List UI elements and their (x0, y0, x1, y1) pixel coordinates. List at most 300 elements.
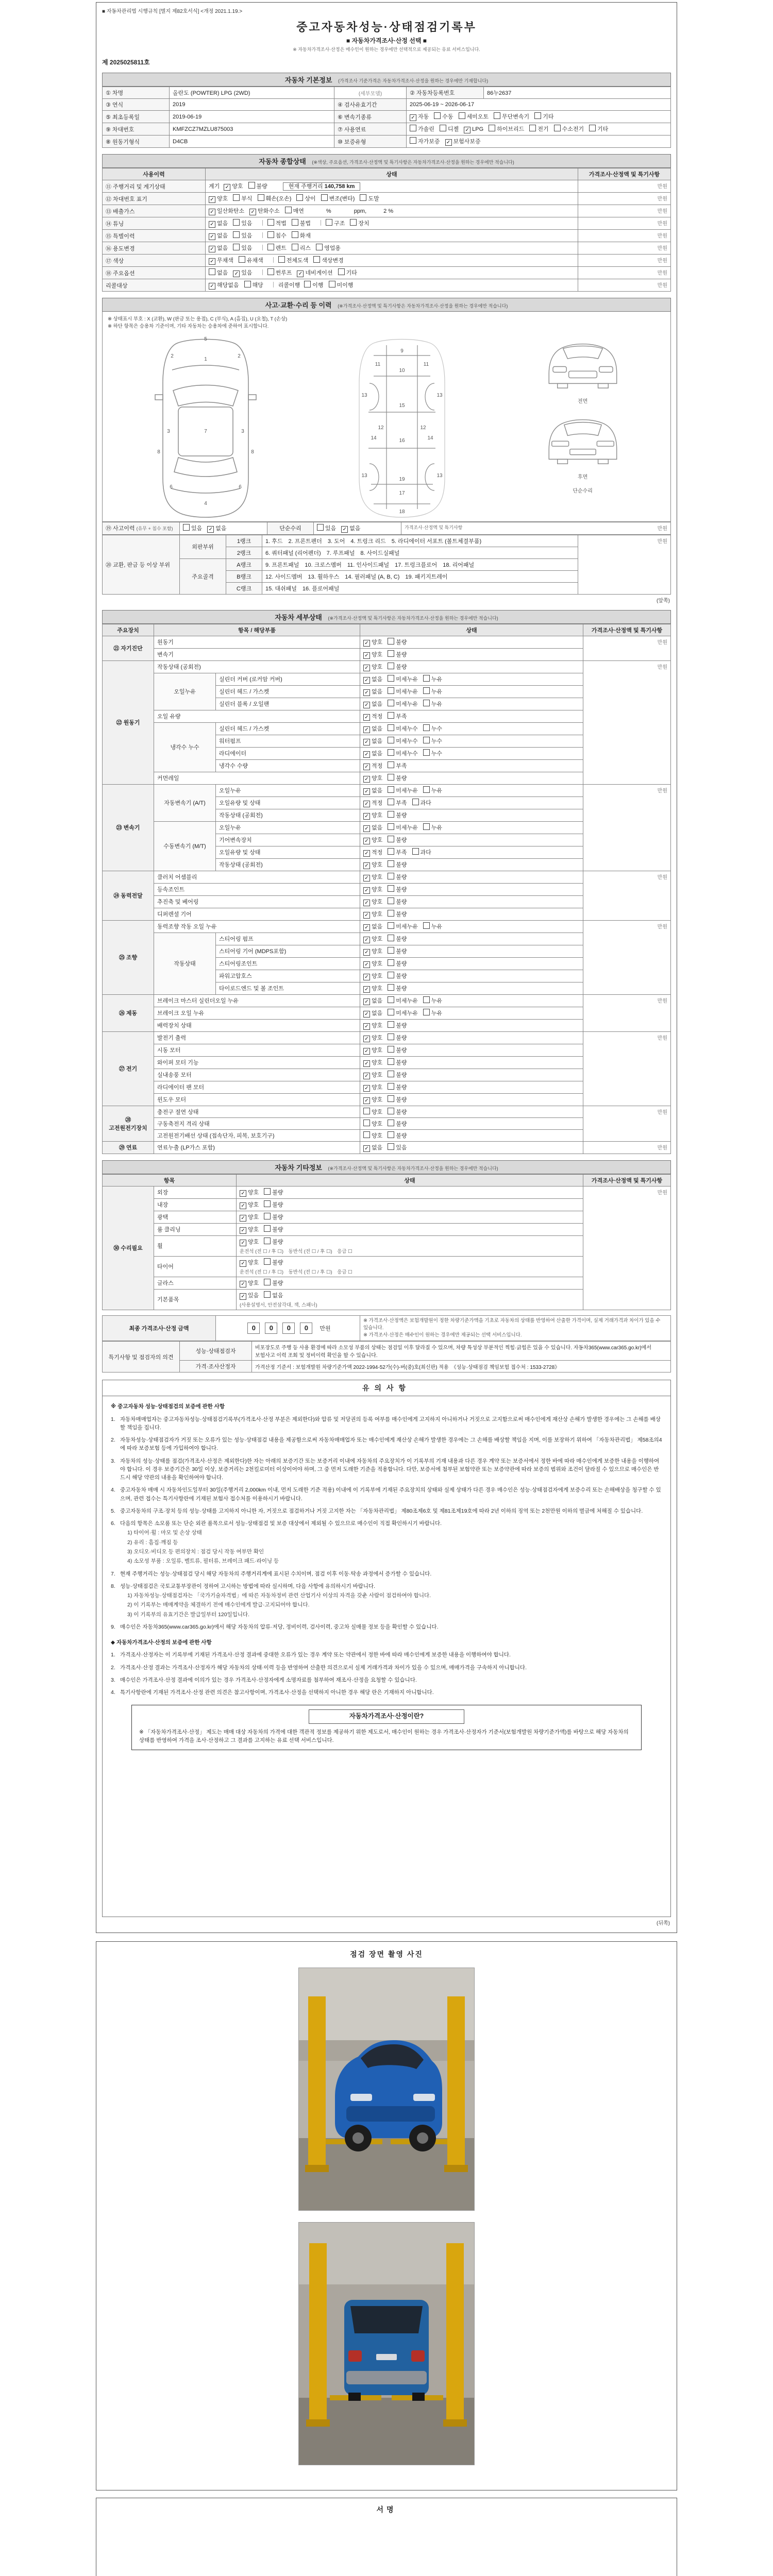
checkbox-option: 전체도색 (278, 256, 309, 264)
svg-text:8: 8 (157, 449, 161, 455)
checkbox-option: 유채색 (239, 256, 263, 264)
table-row: 오일유량 및 상태 ✓ 적정 부족 과다 (103, 796, 671, 809)
table-row (103, 123, 671, 135)
checkbox-option: ✓ 양호 (363, 1058, 382, 1067)
table-row: 시동 모터 ✓ 양호 불량 (103, 1044, 671, 1056)
checkbox-option: ✓ 자동 (410, 112, 429, 121)
final-price-digits (245, 1326, 315, 1332)
table-row: 라디에이터 팬 모터 ✓ 양호 불량 (103, 1081, 671, 1093)
table-row: 브레이크 오일 누유 ✓ 없음 미세누유 누유 (103, 1007, 671, 1019)
svg-text:9: 9 (400, 348, 404, 354)
section-other-info-note: (※가격조사·산정액 및 특기사항은 자동차가격조사·산정을 원하는 경우에만 적습니다) (328, 1165, 498, 1171)
checkbox-option: 불량 (388, 860, 407, 869)
col-price: 가격조사·산정액 및 특기사항 (578, 168, 671, 180)
checkbox-icon: ✓ (240, 1281, 246, 1287)
section-accident-history (102, 298, 671, 312)
checkbox-icon (285, 207, 292, 213)
checkbox-icon (317, 524, 324, 531)
checkbox-icon (388, 737, 394, 743)
table-row: 내장 ✓ 양호 불량 (103, 1198, 671, 1211)
table-row (103, 1361, 671, 1372)
vin-label: ⑨ 차대번호 (103, 123, 170, 135)
checkbox-option: 도말 (360, 194, 379, 202)
checkbox-icon (363, 1131, 370, 1138)
checkbox-option: 미세누유 (388, 675, 418, 683)
checkbox-option: 불량 (388, 972, 407, 980)
checkbox-option: 기타 (338, 268, 357, 277)
col-state: 상태 (360, 624, 583, 636)
col-device: 주요장치 (103, 624, 154, 636)
checkbox-option: ✓ 양호 (363, 860, 382, 869)
checkbox-option: 있음 (233, 231, 252, 240)
svg-text:7: 7 (204, 428, 208, 434)
checkbox-option: 불량 (388, 638, 407, 646)
checkbox-icon (388, 935, 394, 941)
checkbox-option: ✓ 없음 (363, 1143, 382, 1152)
first-registration-label: ⑤ 최초등록일 (103, 111, 170, 123)
checkbox-icon (316, 244, 323, 250)
accident-history-options (180, 522, 267, 534)
checkbox-option: 누수 (423, 724, 442, 733)
checkbox-icon: ✓ (209, 283, 215, 290)
checkbox-option: 영업용 (316, 244, 341, 252)
table-row: ㉒ 원동기 작동상태 (공회전) ✓ 양호 불량 만원 (103, 660, 671, 673)
checkbox-icon: ✓ (363, 813, 370, 820)
checkbox-icon (388, 700, 394, 706)
checkbox-icon (388, 687, 394, 694)
checkbox-icon: ✓ (363, 702, 370, 708)
checkbox-icon: ✓ (363, 949, 370, 956)
checkbox-option: ✓ 양호 (240, 1225, 259, 1234)
checkbox-icon (423, 700, 430, 706)
svg-text:13: 13 (361, 472, 367, 479)
divider (273, 257, 274, 263)
table-row: ⑯ 용도변경 ✓ 없음 있음 렌트 리스 영업용 만원 (103, 242, 671, 255)
table-row: 배력장치 상태 ✓ 양호 불량 (103, 1019, 671, 1031)
table-row: 실린더 블록 / 오일팬 ✓ 없음 미세누유 누유 (103, 698, 671, 710)
checkbox-option: 부식 (233, 194, 252, 202)
checkbox-icon (459, 112, 465, 119)
svg-text:19: 19 (399, 476, 405, 482)
checkbox-option: 불량 (388, 1131, 407, 1140)
col-state: 상태 (206, 168, 578, 180)
rear-view-caption: 후면 (577, 474, 588, 480)
svg-text:12: 12 (378, 425, 384, 431)
checkbox-icon (410, 137, 416, 144)
checkbox-option: 불량 (264, 1188, 283, 1196)
table-row: C랭크 15. 대쉬패널 16. 플로어패널 (103, 582, 671, 594)
checkbox-icon (388, 799, 394, 805)
table-row: 작동상태 스티어링 펌프 ✓ 양호 불량 (103, 933, 671, 945)
checkbox-option: 불량 (388, 1071, 407, 1079)
checkbox-icon: ✓ (363, 875, 370, 882)
notice-item: 9. 매수인은 자동차365(www.car365.go.kr)에서 해당 자동차의 압류·저당, 정비이력, 검사이력, 중고차 실매물 정보 등을 확인할 수 있습니다. (111, 1623, 439, 1630)
accident-price-unit: 만원 (657, 526, 667, 532)
checkbox-icon (267, 244, 274, 250)
accident-history-label-text: ⑲ 사고이력 (106, 526, 135, 532)
svg-text:3: 3 (167, 428, 171, 434)
checkbox-icon: ✓ (341, 526, 348, 533)
table-row: ㉑ 자기진단 원동기 ✓ 양호 불량 만원 (103, 636, 671, 648)
checkbox-icon: ✓ (209, 233, 215, 240)
checkbox-option: 누유 (423, 700, 442, 708)
checkbox-icon: ✓ (240, 1227, 246, 1234)
checkbox-icon (233, 244, 240, 250)
section-detail-state-title: 자동차 세부상태 (275, 613, 322, 621)
table-row: 오일누유 실린더 커버 (로커암 커버) ✓ 없음 미세누유 누유 (103, 673, 671, 685)
price-survey-definition-text: ※ 「자동차가격조사·산정」 제도는 매매 대상 자동차의 가격에 대한 객관적 정보를 제공하기 위한 제도로서, 매수인이 원하는 경우 가격조사·산정자가 기준서(보험개발원 차량기준가액)를 바탕으로 해당 자동차의 상태를 반영하여 가격을 조사·산정하고 그 결과를 고지하는 유료 선택 서비스입니다. (139, 1728, 629, 1744)
checkbox-icon (388, 1143, 394, 1150)
checkbox-icon (388, 650, 394, 657)
col-other-state: 상태 (237, 1174, 583, 1186)
accident-history-label-sub: (유무 + 침수 포함) (136, 526, 173, 531)
car-name-label: ① 차명 (103, 87, 170, 99)
model-year-label: ③ 연식 (103, 99, 170, 111)
notices-box (102, 1380, 671, 1917)
checkbox-option: 과다 (412, 848, 431, 856)
checkbox-option: 불량 (264, 1258, 283, 1266)
checkbox-icon (388, 873, 394, 879)
col-usage-history: 사용이력 (103, 168, 206, 180)
checkbox-option: 불량 (388, 910, 407, 918)
checkbox-option: 누유 (423, 687, 442, 696)
checkbox-option: ✓ 양호 (363, 885, 382, 894)
price-digit-box: 0 (282, 1323, 295, 1334)
checkbox-option: 수동 (434, 112, 453, 121)
checkbox-option: 양호 (363, 1120, 382, 1128)
table-row (103, 1342, 671, 1361)
checkbox-option: 불량 (388, 663, 407, 671)
checkbox-option: 누유 (423, 675, 442, 683)
checkbox-icon (423, 996, 430, 1003)
table-row: 워터펌프 ✓ 없음 미세누수 누수 (103, 735, 671, 747)
svg-text:11: 11 (423, 361, 429, 367)
table-row: ⑪ 주행거리 및 계기상태 계기 ✓ 양호 불량 현재 주행거리 140,758 km 만원 (103, 180, 671, 193)
checkbox-option: 해당 (244, 281, 263, 289)
checkbox-option: 양호 (363, 1131, 382, 1140)
table-row (103, 87, 671, 99)
table-row: 실내송풍 모터 ✓ 양호 불량 (103, 1069, 671, 1081)
checkbox-icon (296, 194, 303, 201)
final-price-label: 최종 가격조사·산정 금액 (103, 1315, 216, 1341)
checkbox-option: ✓ 양호 (363, 774, 382, 783)
registration-number-label: ② 자동차등록번호 (407, 87, 484, 99)
checkbox-option: 있음 (183, 524, 202, 532)
col-other-price: 가격조사·산정액 및 특기사항 (583, 1174, 671, 1186)
checkbox-option: 구조 (326, 219, 345, 227)
checkbox-icon (423, 737, 430, 743)
table-row: ㉖ 제동 브레이크 마스터 실린더오일 누유 ✓ 없음 미세누유 누유 만원 (103, 994, 671, 1007)
checkbox-option: ✓ 없음 (363, 786, 382, 795)
notice-item: 4. 중고자동차 매매 시 자동차인도일부터 30일(주행거리 2,000km 이내, 먼저 도래한 기준 적용) 이내에 이 기록부에 기재된 주요장치의 상태와 실제 상태가 다른 경우 매수인은 성능·상태점검자에게 보증수리 또는 손해배상을 청구할 수 있으며, 관련 접수는 특기사항란에 기재된 보험사 접수처를 이용하시기 바랍니다. (111, 1487, 661, 1502)
checkbox-option: 기타 (589, 125, 608, 133)
checkbox-icon: ✓ (297, 270, 304, 277)
checkbox-option: ✓ 양호 (240, 1279, 259, 1287)
checkbox-icon (264, 1200, 271, 1207)
table-row: ⑰ 색상 ✓ 무채색 유채색 전체도색 색상변경 만원 (103, 255, 671, 267)
final-price-note-1: ※ 가격조사·산정액은 보험개발원이 정한 차량기준가액을 기초로 자동차의 상태를 반영하여 산출한 가격이며, 실제 거래가격과 차이가 있을 수 있습니다. (363, 1317, 661, 1331)
table-header-row (103, 168, 671, 180)
checkbox-option: ✓ 양호 (240, 1200, 259, 1209)
checkbox-option: ✓ 없음 (363, 922, 382, 931)
table-row: ㉔ 동력전달 클러치 어셈블리 ✓ 양호 불량 만원 (103, 871, 671, 883)
svg-text:10: 10 (399, 367, 405, 374)
checkbox-option: 불량 (264, 1213, 283, 1221)
checkbox-icon: ✓ (363, 825, 370, 832)
section-basic-info-title: 자동차 기본정보 (284, 76, 332, 84)
checkbox-option: ✓ 양호 (363, 947, 382, 956)
checkbox-icon (388, 996, 394, 1003)
checkbox-option: 침수 (267, 231, 287, 240)
checkbox-option: ✓ 양호 (363, 650, 382, 659)
checkbox-icon: ✓ (363, 677, 370, 684)
checkbox-icon: ✓ (240, 1215, 246, 1222)
table-row: 광택 ✓ 양호 불량 (103, 1211, 671, 1223)
checkbox-option: 미세누유 (388, 996, 418, 1005)
checkbox-option: 수소전기 (554, 125, 584, 133)
checkbox-option: 불량 (388, 959, 407, 968)
final-price-note-2: ※ 가격조사·산정은 매수인이 원하는 경우에만 제공되는 선택 서비스입니다. (363, 1332, 522, 1338)
col-other-item: 항목 (103, 1174, 237, 1186)
first-registration-value: 2019-06-19 (170, 111, 334, 123)
checkbox-icon: ✓ (209, 221, 215, 228)
checkbox-icon (267, 231, 274, 238)
checkbox-option: 양호 (363, 1108, 382, 1116)
checkbox-option: ✓ 양호 (240, 1213, 259, 1222)
checkbox-icon (264, 1238, 271, 1244)
notices-title: 유의사항 (103, 1380, 670, 1396)
checkbox-option: ✓ 적정 (363, 761, 382, 770)
checkbox-option: ✓ 없음 (341, 524, 360, 533)
table-row: 수동변속기 (M/T) 오일누유 ✓ 없음 미세누유 누유 (103, 821, 671, 834)
checkbox-option: ✓ 적정 (363, 799, 382, 807)
simple-repair-options (314, 522, 401, 534)
checkbox-option: 미세누유 (388, 687, 418, 696)
checkbox-icon (388, 836, 394, 842)
checkbox-icon (292, 231, 298, 238)
page-title: 중고자동차성능·상태점검기록부 (296, 21, 477, 33)
checkbox-option: ✓ 일산화탄소 (209, 207, 244, 215)
checkbox-icon (329, 281, 335, 287)
checkbox-option: ✓ 탄화수소 (249, 207, 280, 215)
checkbox-option: 변조(변타) (321, 194, 355, 202)
notice-item: 3. 매수인은 가격조사·산정 결과에 이의가 있는 경우 가격조사·산정자에게 소명자료를 첨부하여 재조사·산정을 요청할 수 있습니다. (111, 1676, 417, 1683)
final-price-unit: 만원 (320, 1325, 331, 1332)
checkbox-option: 불량 (388, 1033, 407, 1042)
notice-item: 4. 특기사항란에 기재된 가격조사·산정 관련 의견은 참고사항이며, 가격조사·산정을 선택하지 아니한 경우 해당 란은 기재하지 아니합니다. (111, 1689, 434, 1696)
checkbox-option: 불량 (388, 984, 407, 992)
inspection-photo-car-on-lift-front (298, 1968, 475, 2211)
checkbox-option: 없음 (264, 1291, 283, 1299)
section-other-info (102, 1160, 671, 1174)
price-guarantee-items (111, 1651, 662, 1697)
page-marker-front: (앞쪽) (657, 598, 670, 604)
checkbox-option: 매연 (285, 207, 304, 215)
checkbox-option: 부족 (388, 712, 407, 720)
price-survey-select-note: ※ 자동차가격조사·산정은 매수인이 원하는 경우에만 선택적으로 제공되는 유료 서비스입니다. (293, 47, 480, 52)
checkbox-option: 불량 (388, 1021, 407, 1029)
divider (262, 245, 263, 250)
checkbox-icon (534, 112, 541, 119)
table-row: ㉓ 변속기 자동변속기 (A/T) 오일누유 ✓ 없음 미세누유 누유 만원 (103, 784, 671, 796)
svg-text:3: 3 (241, 428, 245, 434)
checkbox-option: 누유 (423, 823, 442, 832)
col-price: 가격조사·산정액 및 특기사항 (583, 624, 671, 636)
section-detail-state (102, 610, 671, 624)
table-row: 냉각수 수량 ✓ 적정 부족 (103, 759, 671, 772)
section-accident-history-title: 사고·교환·수리 등 이력 (265, 301, 332, 309)
checkbox-icon (388, 1046, 394, 1053)
checkbox-icon (388, 848, 394, 855)
table-row: 오일 유량 ✓ 적정 부족 (103, 710, 671, 722)
table-row (103, 135, 671, 148)
checkbox-icon (388, 663, 394, 669)
table-row: 오일유량 및 상태 ✓ 적정 부족 과다 (103, 846, 671, 858)
table-row (103, 99, 671, 111)
checkbox-option: ✓ 양호 (209, 194, 228, 203)
car-underbody-frame-diagram (338, 334, 466, 519)
table-row: 실린더 헤드 / 가스켓 ✓ 없음 미세누유 누유 (103, 685, 671, 698)
accident-price-cell (401, 522, 671, 534)
checkbox-icon (233, 219, 240, 226)
table-row: 냉각수 누수 실린더 헤드 / 가스켓 ✓ 없음 미세누수 누수 (103, 722, 671, 735)
table-row: ㉚ 수리필요 외장 ✓ 양호 불량 만원 (103, 1186, 671, 1198)
checkbox-option: 불량 (388, 1095, 407, 1104)
table-row: 커먼레일 ✓ 양호 불량 (103, 772, 671, 784)
checkbox-icon (239, 256, 245, 263)
vin-value: KMFZCZ7MZLU875003 (170, 123, 334, 135)
inspector-label: 성능·상태점검자 (180, 1342, 252, 1361)
checkbox-icon (388, 1071, 394, 1077)
simple-repair-caption: 단순수리 (573, 488, 593, 494)
inspection-photos-box (96, 1941, 677, 2490)
checkbox-icon (264, 1279, 271, 1285)
checkbox-option: ✓ 적정 (363, 848, 382, 857)
table-row: ㉕ 조향 동력조향 작동 오일 누유 ✓ 없음 미세누유 누유 만원 (103, 920, 671, 933)
appraiser-opinion: 가격산정 기준서 : 보험개발원 차량기준가액 2022-1994-52가(수)-버(중)호(최신판) 적용 《성능·상태점검 책임보험 접수처 : 1533-2728》 (252, 1361, 671, 1372)
checkbox-icon (423, 675, 430, 682)
checkbox-icon (233, 194, 240, 201)
checkbox-option: ✓ 있음 (233, 268, 252, 277)
checkbox-icon (388, 712, 394, 719)
checkbox-option: 미세누유 (388, 922, 418, 930)
checkbox-icon (321, 194, 328, 201)
checkbox-option: 화재 (292, 231, 311, 240)
checkbox-icon (209, 268, 215, 275)
notice-item: 6. 다음의 항목은 소모품 또는 단순 외관 품목으로서 성능·상태점검 및 보증 대상에서 제외될 수 있으므로 매수인이 직접 확인하시기 바랍니다. 1) 타이어·휠 : 마모 및 손상 상태 2) 유리 : 흠집·깨짐 등 3) 오디오·비디오 등 편의장치 : 점검 당시 작동 여부만 확인 4) 소모성 부품 : 오일류, 벨트류, 필터류, 브레이크 패드·라이닝 등 (111, 1520, 442, 1565)
checkbox-option: ✓ 양호 (363, 811, 382, 820)
exchange-panel-table (102, 535, 671, 595)
svg-text:8: 8 (251, 449, 255, 455)
checkbox-icon: ✓ (209, 209, 215, 215)
final-price-digits-cell (216, 1315, 360, 1341)
table-row: 구동축전지 격리 상태 양호 불량 (103, 1117, 671, 1129)
section-detail-state-note: (※가격조사·산정액 및 특기사항은 자동차가격조사·산정을 원하는 경우에만 적습니다) (328, 615, 498, 621)
checkbox-icon: ✓ (363, 714, 370, 721)
basic-info-table (102, 87, 671, 148)
checkbox-option: 불량 (264, 1225, 283, 1233)
checkbox-icon (264, 1291, 271, 1298)
checkbox-icon (388, 675, 394, 682)
checkbox-icon: ✓ (363, 937, 370, 943)
car-elevation-views (534, 334, 632, 494)
table-row: 룸 클리닝 ✓ 양호 불량 (103, 1223, 671, 1235)
simple-repair-label: 단순수리 (267, 522, 314, 534)
opinions-table (102, 1341, 671, 1372)
checkbox-option: 불량 (388, 650, 407, 658)
checkbox-icon: ✓ (363, 764, 370, 770)
price-guarantee-title: ◆ 자동차가격조사·산정의 보증에 관한 사항 (111, 1639, 212, 1646)
checkbox-option: 불량 (388, 935, 407, 943)
checkbox-option: 훼손(오손) (258, 194, 292, 202)
checkbox-icon (183, 524, 190, 531)
car-name-value: 올란도 (POWTER) LPG (2WD) (170, 87, 334, 99)
checkbox-option: ✓ 없음 (209, 231, 228, 240)
table-row (103, 111, 671, 123)
table-row: 와이퍼 모터 기능 ✓ 양호 불량 (103, 1056, 671, 1069)
checkbox-option: ✓ 양호 (363, 959, 382, 968)
table-row: 기어변속장치 ✓ 양호 불량 (103, 834, 671, 846)
table-row: ⑮ 특별이력 ✓ 없음 있음 침수 화재 만원 (103, 230, 671, 242)
checkbox-option: 불량 (388, 873, 407, 881)
checkbox-icon: ✓ (363, 665, 370, 671)
checkbox-option: ✓ 해당없음 (209, 281, 239, 290)
table-row: 고전원전기배선 상태 (접속단자, 피복, 보호기구) 양호 불량 (103, 1129, 671, 1141)
notice-item: 1. 자동차매매업자는 중고자동차성능·상태점검기록부(가격조사·산정 부분은 제외한다)와 압류 및 저당권의 등록 여부를 매수인에게 고지하지 아니하거나 거짓으로 고지함으로써 매수인에게 재산상 손해가 발생한 경우에는 그 손해를 배상할 책임을 집니다. (111, 1416, 661, 1431)
car-rear-view-diagram (534, 410, 632, 469)
mileage-note: 현재 주행거리 140,758 km (283, 182, 361, 191)
checkbox-icon: ✓ (207, 526, 214, 533)
checkbox-option: 부족 (388, 799, 407, 807)
checkbox-icon: ✓ (445, 139, 452, 146)
checkbox-option: 누유 (423, 1009, 442, 1017)
svg-text:6: 6 (170, 484, 173, 490)
section-accident-history-note: (※가격조사·산정액 및 특기사항은 자동차가격조사·산정을 원하는 경우에만 적습니다) (338, 303, 508, 309)
checkbox-option: ✓ 양호 (363, 1033, 382, 1042)
checkbox-icon (388, 811, 394, 818)
checkbox-icon (388, 1083, 394, 1090)
checkbox-icon (388, 972, 394, 978)
checkbox-option: ✓ 있음 (240, 1291, 259, 1300)
section-overall-state (102, 154, 671, 168)
table-row: 주요골격 A랭크 9. 프론트패널 10. 크로스멤버 11. 인사이드패널 17. 트렁크플로어 18. 리어패널 (103, 558, 671, 570)
svg-text:6: 6 (239, 484, 242, 490)
checkbox-option: 있음 (317, 524, 336, 532)
checkbox-icon: ✓ (363, 924, 370, 931)
engine-type-label: ⑧ 원동기형식 (103, 135, 170, 148)
svg-text:5: 5 (204, 336, 208, 342)
table-row: 2랭크 6. 쿼터패널 (리어펜더) 7. 루프패널 8. 사이드실패널 (103, 547, 671, 558)
checkbox-option: 썬루프 (267, 268, 292, 277)
checkbox-icon (292, 244, 298, 250)
table-row: 작동상태 (공회전) ✓ 양호 불량 (103, 858, 671, 871)
checkbox-icon (363, 1108, 370, 1114)
checkbox-icon (423, 724, 430, 731)
checkbox-icon (264, 1225, 271, 1232)
registration-number-value: 86누2637 (484, 87, 671, 99)
checkbox-option: ✓ 양호 (363, 1083, 382, 1092)
warranty-type-label: ⑩ 보증유형 (334, 135, 407, 148)
checkbox-icon (326, 219, 332, 226)
checkbox-option: ✓ 없음 (363, 749, 382, 758)
table-row (103, 1315, 671, 1341)
checkbox-option: ✓ 보험사보증 (445, 137, 481, 146)
svg-text:4: 4 (204, 500, 208, 506)
checkbox-icon: ✓ (363, 1145, 370, 1152)
table-row: 디퍼렌셜 기어 ✓ 양호 불량 (103, 908, 671, 920)
checkbox-option: ✓ 양호 (363, 910, 382, 919)
notice-item: 5. 중고자동차의 구조·장치 등의 성능·상태를 고지하지 아니한 자, 거짓으로 점검하거나 거짓 고지한 자는 「자동차관리법」 제80조제6호 및 제81조제19호에 따라 2년 이하의 징역 또는 2천만원 이하의 벌금에 처해질 수 있습니다. (111, 1507, 643, 1514)
